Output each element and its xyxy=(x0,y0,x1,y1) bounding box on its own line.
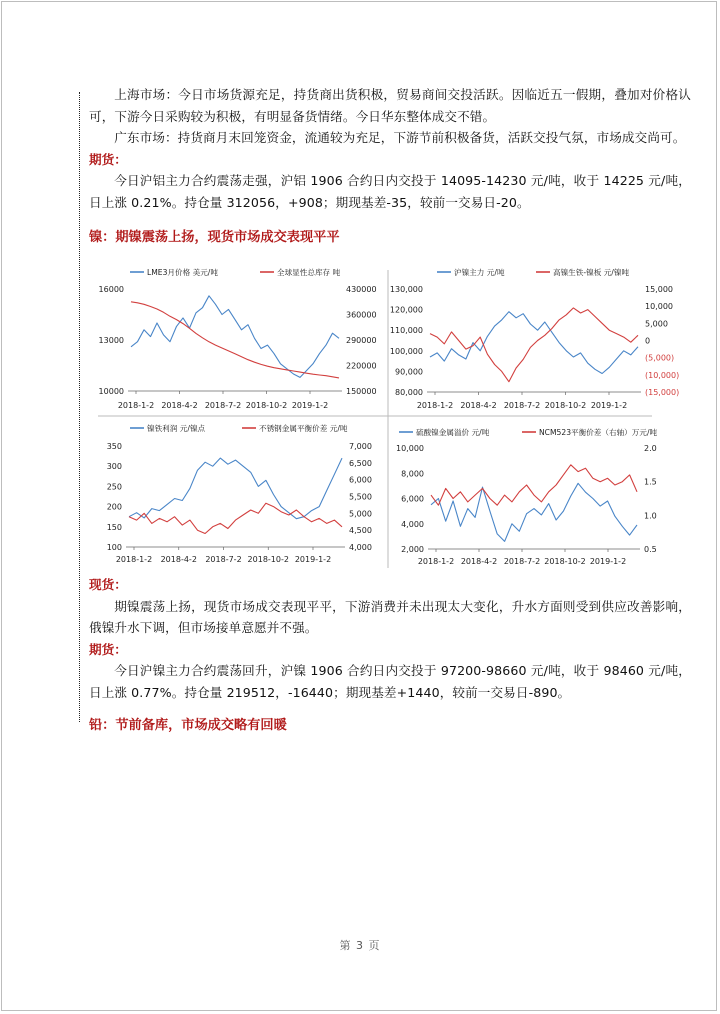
x-tick-label: 2019-1-2 xyxy=(590,401,628,410)
legend-label: LME3月价格 美元/吨 xyxy=(147,268,218,277)
x-tick-label: 2019-1-2 xyxy=(294,555,332,564)
y-left-tick-label: 200 xyxy=(106,502,122,512)
legend-label: 全球显性总库存 吨 xyxy=(277,268,341,277)
x-tick-label: 2018-4-2 xyxy=(160,555,197,564)
y-left-tick-label: 13000 xyxy=(98,336,124,345)
guangdong-market-paragraph: 广东市场：持货商月末回笼资金，流通较为充足，下游节前积极备货，活跃交投气氛，市场成交尚可。 xyxy=(114,130,686,145)
y-right-tick-label: (15,000) xyxy=(645,388,680,397)
margin-dotted-rule xyxy=(79,92,80,722)
y-right-tick-label: (10,000) xyxy=(645,370,680,380)
x-tick-label: 2018-10-2 xyxy=(247,555,289,564)
y-left-tick-label: 10000 xyxy=(98,387,124,396)
y-left-tick-label: 100 xyxy=(106,543,122,552)
y-right-tick-label: 0.5 xyxy=(644,545,657,554)
page-content-lower xyxy=(89,574,691,737)
shanghai-market-paragraph: 上海市场：今日市场货源充足，持货商出货积极，贸易商间交投活跃。因临近五一假期，叠加对价格认可，下游今日采购较为积极，有明显备货情绪。今日华东整体成交不错。 xyxy=(89,87,691,124)
y-right-tick-label: 7,000 xyxy=(349,442,372,451)
x-tick-label: 2018-1-2 xyxy=(117,401,155,410)
y-left-tick-label: 350 xyxy=(106,442,122,451)
legend-label: NCM523平衡价差（右轴）万元/吨 xyxy=(539,428,658,437)
nickel-spot-label: 现货： xyxy=(89,577,127,592)
aluminum-futures-label: 期货： xyxy=(89,151,127,167)
x-tick-label: 2018-7-2 xyxy=(205,555,242,564)
lead-section-heading: 铅：节前备库，市场成交略有回暖 xyxy=(89,718,287,733)
x-tick-label: 2019-1-2 xyxy=(291,401,329,410)
y-left-tick-label: 120,000 xyxy=(389,305,423,315)
y-left-tick-label: 4,000 xyxy=(401,519,424,529)
page-number: 第 3 页 xyxy=(339,939,381,952)
series-line-left-axis xyxy=(131,296,339,378)
series-line-right-axis xyxy=(430,308,638,382)
y-left-tick-label: 100,000 xyxy=(389,346,423,356)
x-tick-label: 2018-4-2 xyxy=(161,401,198,410)
x-tick-label: 2018-7-2 xyxy=(503,557,541,566)
x-tick-label: 2018-10-2 xyxy=(245,401,288,410)
chart-1 xyxy=(99,267,377,410)
y-right-tick-label: 150000 xyxy=(346,387,377,396)
chart-3 xyxy=(107,423,372,564)
nickel-futures-paragraph: 今日沪镍主力合约震荡回升，沪镍 1906 合约日内交投于 97200-98660 元/吨，收于 98460 元/吨，日上涨 0.77%。持仓量 219512，-16440；期现基差+1440，较前一交易日-890。 xyxy=(89,663,691,700)
y-right-tick-label: 290000 xyxy=(346,336,377,345)
y-left-tick-label: 250 xyxy=(106,482,122,492)
series-line-left-axis xyxy=(431,483,637,541)
legend-label: 镍铁利润 元/镍点 xyxy=(147,424,206,433)
y-right-tick-label: 1.0 xyxy=(644,511,657,521)
y-left-tick-label: 80,000 xyxy=(395,388,423,397)
y-right-tick-label: 5,000 xyxy=(349,509,372,519)
series-line-right-axis xyxy=(129,503,342,533)
y-right-tick-label: 5,500 xyxy=(349,492,372,502)
x-tick-label: 2018-7-2 xyxy=(204,401,242,410)
nickel-futures-label: 期货： xyxy=(89,641,127,657)
y-right-tick-label: 10,000 xyxy=(645,302,673,312)
y-right-tick-label: 430000 xyxy=(346,285,377,294)
series-line-left-axis xyxy=(430,312,638,374)
x-tick-label: 2018-10-2 xyxy=(544,401,587,410)
y-left-tick-label: 150 xyxy=(106,522,122,532)
series-line-left-axis xyxy=(129,458,342,519)
y-right-tick-label: 4,500 xyxy=(349,526,372,536)
y-left-tick-label: 8,000 xyxy=(401,469,424,479)
y-left-tick-label: 16000 xyxy=(98,285,124,294)
y-right-tick-label: 1.5 xyxy=(644,477,657,487)
y-left-tick-label: 130,000 xyxy=(389,285,423,294)
y-right-tick-label: 2.0 xyxy=(644,444,657,453)
charts-svg xyxy=(92,262,680,574)
x-tick-label: 2018-7-2 xyxy=(503,401,541,410)
legend-label: 不锈钢金属平衡价差 元/吨 xyxy=(259,424,348,433)
y-right-tick-label: 6,500 xyxy=(349,458,372,468)
legend-label: 高镍生铁-镍板 元/镍吨 xyxy=(553,268,630,277)
y-right-tick-label: 4,000 xyxy=(349,543,372,552)
series-line-right-axis xyxy=(131,302,339,378)
y-right-tick-label: 220000 xyxy=(346,361,377,371)
legend-label: 硫酸镍金属溢价 元/吨 xyxy=(416,428,490,437)
y-right-tick-label: 0 xyxy=(645,336,651,346)
y-right-tick-label: 5,000 xyxy=(645,319,668,329)
x-tick-label: 2018-1-2 xyxy=(417,557,455,566)
y-right-tick-label: 360000 xyxy=(346,310,377,320)
nickel-charts-panel xyxy=(92,262,680,574)
x-tick-label: 2018-4-2 xyxy=(460,401,497,410)
y-left-tick-label: 10,000 xyxy=(396,444,424,453)
legend-label: 沪镍主力 元/吨 xyxy=(454,268,505,277)
y-left-tick-label: 300 xyxy=(106,462,122,472)
chart-4 xyxy=(396,427,658,566)
x-tick-label: 2018-1-2 xyxy=(115,555,153,564)
chart-2 xyxy=(390,267,679,410)
nickel-spot-paragraph: 期镍震荡上扬，现货市场成交表现平平，下游消费并未出现太大变化，升水方面则受到供应改善影响，俄镍升水下调，但市场接单意愿并不强。 xyxy=(89,598,691,635)
x-tick-label: 2018-4-2 xyxy=(460,557,498,566)
y-left-tick-label: 110,000 xyxy=(389,326,423,336)
nickel-section-heading: 镍：期镍震荡上扬，现货市场成交表现平平 xyxy=(89,230,340,245)
series-line-right-axis xyxy=(431,465,637,505)
y-right-tick-label: (5,000) xyxy=(645,353,675,363)
y-left-tick-label: 90,000 xyxy=(395,367,423,377)
y-right-tick-label: 15,000 xyxy=(645,285,673,294)
y-left-tick-label: 6,000 xyxy=(401,494,424,504)
page-content xyxy=(89,84,691,249)
y-left-tick-label: 2,000 xyxy=(401,545,424,554)
y-right-tick-label: 6,000 xyxy=(349,475,372,485)
x-tick-label: 2018-1-2 xyxy=(416,401,454,410)
aluminum-futures-paragraph: 今日沪铝主力合约震荡走强，沪铝 1906 合约日内交投于 14095-14230 元/吨，收于 14225 元/吨，日上涨 0.21%。持仓量 312056，+908；期现基差-35，较前一交易日-20。 xyxy=(89,173,691,210)
x-tick-label: 2019-1-2 xyxy=(589,557,627,566)
x-tick-label: 2018-10-2 xyxy=(544,557,586,566)
